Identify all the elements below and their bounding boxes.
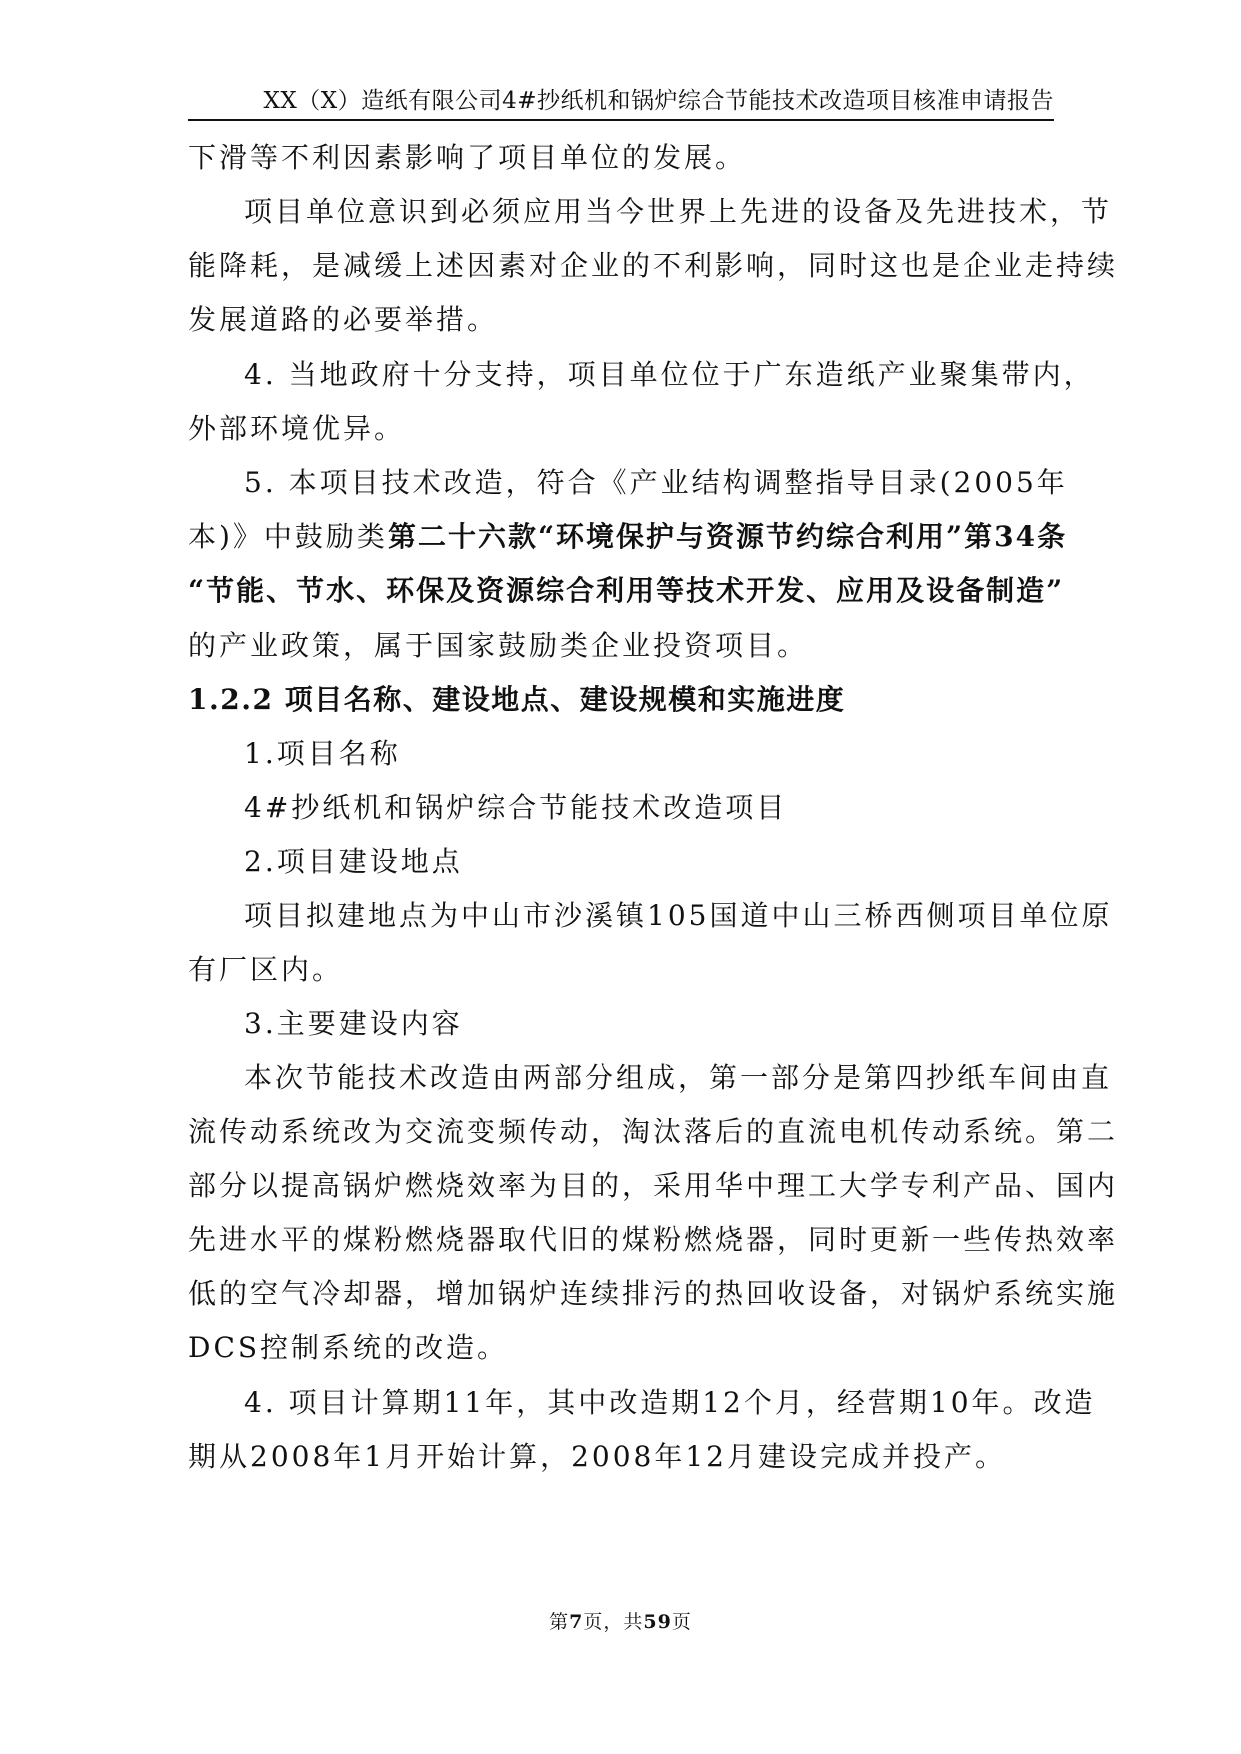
paragraph-line: 流传动系统改为交流变频传动，淘汰落后的直流电机传动系统。第二 [188, 1115, 1119, 1148]
footer-suffix: 页 [671, 1611, 692, 1633]
total-pages-number: 59 [643, 1611, 672, 1633]
paragraph-line: 发展道路的必要举措。 [188, 303, 499, 336]
footer-prefix: 第 [549, 1611, 570, 1633]
paragraph-line: 项目拟建地点为中山市沙溪镇105国道中山三桥西侧项目单位原 [244, 899, 1113, 932]
paragraph-line: 能降耗，是减缓上述因素对企业的不利影响，同时这也是企业走持续 [188, 249, 1119, 282]
policy-clause-bold-line: “节能、节水、环保及资源综合利用等技术开发、应用及设备制造” [188, 574, 1065, 607]
item-label: 3.主要建设内容 [244, 1007, 463, 1040]
paragraph-line: 期从2008年1月开始计算，2008年12月建设完成并投产。 [188, 1440, 1006, 1473]
page-footer [0, 1609, 1241, 1635]
section-heading: 1.2.2 项目名称、建设地点、建设规模和实施进度 [188, 683, 846, 716]
header-divider [188, 119, 1054, 121]
paragraph-line: 有厂区内。 [188, 953, 344, 986]
paragraph-line: 5. 本项目技术改造，符合《产业结构调整指导目录(2005年 [244, 466, 1068, 499]
footer-middle: 页，共 [583, 1611, 644, 1633]
paragraph-line: 部分以提高锅炉燃烧效率为目的，采用华中理工大学专利产品、国内 [188, 1169, 1119, 1202]
paragraph-line: 外部环境优异。 [188, 412, 406, 445]
paragraph-line: 4. 项目计算期11年，其中改造期12个月，经营期10年。改造 [244, 1386, 1096, 1419]
paragraph-line: 项目单位意识到必须应用当今世界上先进的设备及先进技术，节 [244, 195, 1113, 228]
paragraph-line: 下滑等不利因素影响了项目单位的发展。 [188, 141, 747, 174]
current-page-number: 7 [569, 1611, 584, 1633]
paragraph-line: DCS控制系统的改造。 [188, 1331, 509, 1364]
page-header-title: XX（X）造纸有限公司4#抄纸机和锅炉综合节能技术改造项目核准申请报告 [263, 88, 1054, 114]
item-value: 4#抄纸机和锅炉综合节能技术改造项目 [244, 791, 788, 824]
paragraph-line: 的产业政策，属于国家鼓励类企业投资项目。 [188, 629, 809, 662]
paragraph-line: 先进水平的煤粉燃烧器取代旧的煤粉燃烧器，同时更新一些传热效率 [188, 1223, 1119, 1256]
paragraph-line: 本次节能技术改造由两部分组成，第一部分是第四抄纸车间由直 [244, 1061, 1113, 1094]
policy-clause-bold: 第二十六款“环境保护与资源节约综合利用”第34条 [387, 520, 1068, 553]
paragraph-text: 本)》中鼓励类 [188, 520, 388, 553]
paragraph-line: 低的空气冷却器，增加锅炉连续排污的热回收设备，对锅炉系统实施 [188, 1277, 1119, 1310]
item-label: 2.项目建设地点 [244, 845, 463, 878]
paragraph-line: 4. 当地政府十分支持，项目单位位于广东造纸产业聚集带内， [244, 358, 1095, 391]
item-label: 1.项目名称 [244, 737, 401, 770]
paragraph-line-mixed [188, 517, 1068, 557]
